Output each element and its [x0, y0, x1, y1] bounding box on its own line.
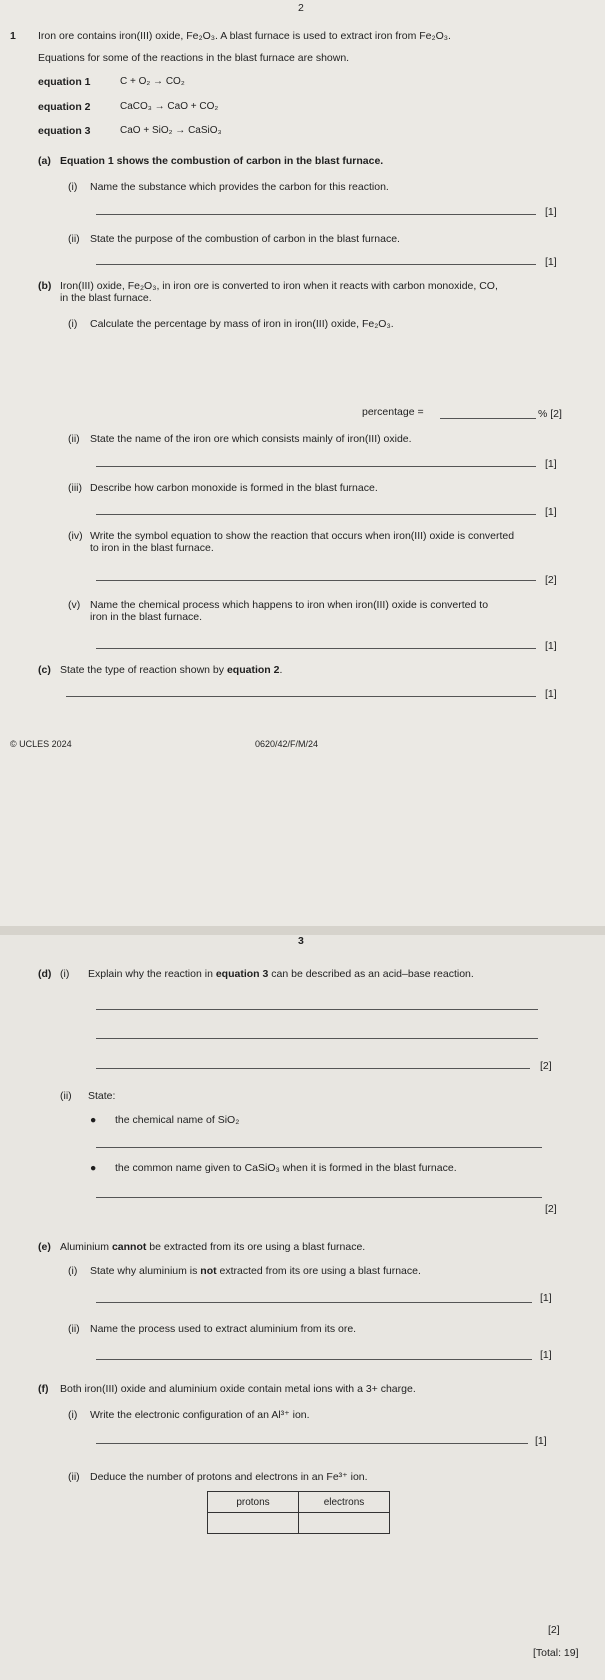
answer-line-f-i[interactable] — [96, 1443, 528, 1444]
part-e-label: (e) — [38, 1241, 51, 1253]
page-number: 2 — [298, 2, 304, 14]
c-mark: [1] — [545, 688, 557, 700]
d-i-mark: [2] — [540, 1060, 552, 1072]
b-iv-text-1: Write the symbol equation to show the reaction that occurs when iron(III) oxide is converted — [90, 530, 515, 542]
answer-line-b-iii[interactable] — [96, 514, 536, 515]
total-marks: [Total: 19] — [533, 1647, 579, 1659]
d-ii-text: State: — [88, 1090, 116, 1102]
b-i-unit-mark: % [2] — [538, 408, 562, 420]
d-ii-bullet-2: the common name given to CaSiO₃ when it is formed in the blast furnace. — [115, 1162, 457, 1174]
d-ii-number: (ii) — [60, 1090, 72, 1102]
answer-line-d-i-3[interactable] — [96, 1068, 530, 1069]
b-ii-mark: [1] — [545, 458, 557, 470]
part-c-text: State the type of reaction shown by equation 2. — [60, 664, 283, 676]
b-i-number: (i) — [68, 318, 78, 330]
b-iv-text-2: to iron in the blast furnace. — [90, 542, 214, 554]
e-i-number: (i) — [68, 1265, 78, 1277]
answer-line-d-ii-2[interactable] — [96, 1197, 542, 1198]
f-i-number: (i) — [68, 1409, 78, 1421]
answer-line-d-ii-1[interactable] — [96, 1147, 542, 1148]
part-d-label: (d) — [38, 968, 52, 980]
f-ii-mark: [2] — [548, 1624, 560, 1636]
part-b-stem-2: in the blast furnace. — [60, 292, 152, 304]
answer-line-b-ii[interactable] — [96, 466, 536, 467]
equation-3: CaO + SiO₂ → CaSiO₃ — [120, 125, 222, 136]
page-number-3: 3 — [298, 935, 304, 947]
a-i-mark: [1] — [545, 206, 557, 218]
b-iv-number: (iv) — [68, 530, 83, 542]
b-iii-text: Describe how carbon monoxide is formed in the blast furnace. — [90, 482, 378, 494]
footer-paper-code: 0620/42/F/M/24 — [255, 739, 319, 749]
part-c-label: (c) — [38, 664, 51, 676]
b-iv-mark: [2] — [545, 574, 557, 586]
equation-2-label: equation 2 — [38, 101, 91, 113]
b-v-text-1: Name the chemical process which happens to iron when iron(III) oxide is converted to — [90, 599, 489, 611]
a-ii-mark: [1] — [545, 256, 557, 268]
answer-line-c[interactable] — [66, 696, 536, 697]
f-i-mark: [1] — [535, 1435, 547, 1447]
table-header-protons: protons — [208, 1492, 299, 1513]
equations-intro: Equations for some of the reactions in the blast furnace are shown. — [38, 52, 350, 64]
d-ii-bullet-1: the chemical name of SiO₂ — [115, 1114, 240, 1126]
b-iii-number: (iii) — [68, 482, 82, 494]
part-f-label: (f) — [38, 1383, 49, 1395]
e-ii-mark: [1] — [540, 1349, 552, 1361]
answer-line-d-i-1[interactable] — [96, 1009, 538, 1010]
f-ii-text: Deduce the number of protons and electrons in an Fe³⁺ ion. — [90, 1471, 368, 1483]
footer-copyright: © UCLES 2024 — [10, 739, 72, 749]
a-i-number: (i) — [68, 181, 78, 193]
protons-answer-cell[interactable] — [208, 1513, 299, 1534]
equation-1: C + O₂ → CO₂ — [120, 76, 185, 87]
e-i-text: State why aluminium is not extracted from its ore using a blast furnace. — [90, 1265, 421, 1277]
a-ii-number: (ii) — [68, 233, 80, 245]
part-b-label: (b) — [38, 280, 52, 292]
d-i-text: Explain why the reaction in equation 3 can be described as an acid–base reaction. — [88, 968, 474, 980]
answer-line-a-ii[interactable] — [96, 264, 536, 265]
b-iii-mark: [1] — [545, 506, 557, 518]
bullet-icon: ● — [90, 1162, 97, 1174]
b-v-text-2: iron in the blast furnace. — [90, 611, 203, 623]
equation-3-label: equation 3 — [38, 125, 91, 137]
part-a-label: (a) — [38, 155, 51, 167]
d-ii-mark: [2] — [545, 1203, 557, 1215]
b-v-number: (v) — [68, 599, 81, 611]
equation-1-label: equation 1 — [38, 76, 91, 88]
b-v-mark: [1] — [545, 640, 557, 652]
a-ii-text: State the purpose of the combustion of carbon in the blast furnace. — [90, 233, 400, 245]
answer-line-d-i-2[interactable] — [96, 1038, 538, 1039]
percentage-answer-line[interactable] — [440, 418, 536, 419]
d-i-number: (i) — [60, 968, 70, 980]
answer-line-e-i[interactable] — [96, 1302, 532, 1303]
answer-line-e-ii[interactable] — [96, 1359, 532, 1360]
e-ii-text: Name the process used to extract aluminium from its ore. — [90, 1323, 357, 1335]
bullet-icon: ● — [90, 1114, 97, 1126]
e-ii-number: (ii) — [68, 1323, 80, 1335]
answer-line-b-iv[interactable] — [96, 580, 536, 581]
question-number: 1 — [10, 30, 16, 42]
part-a-stem: Equation 1 shows the combustion of carbon in the blast furnace. — [60, 155, 384, 167]
b-ii-text: State the name of the iron ore which consists mainly of iron(III) oxide. — [90, 433, 412, 445]
b-i-text: Calculate the percentage by mass of iron in iron(III) oxide, Fe₂O₃. — [90, 318, 394, 330]
intro-text: Iron ore contains iron(III) oxide, Fe₂O₃. A blast furnace is used to extract iron from Fe₂O₃. — [38, 30, 451, 42]
e-i-mark: [1] — [540, 1292, 552, 1304]
page-3 — [0, 935, 605, 1680]
percentage-label: percentage = — [362, 406, 424, 418]
electrons-answer-cell[interactable] — [299, 1513, 390, 1534]
b-ii-number: (ii) — [68, 433, 80, 445]
part-f-stem: Both iron(III) oxide and aluminium oxide contain metal ions with a 3+ charge. — [60, 1383, 416, 1395]
part-b-stem-1: Iron(III) oxide, Fe₂O₃, in iron ore is converted to iron when it reacts with carbon monoxide, CO, — [60, 280, 498, 292]
answer-line-b-v[interactable] — [96, 648, 536, 649]
equation-2: CaCO₃ → CaO + CO₂ — [120, 101, 219, 112]
part-e-stem: Aluminium cannot be extracted from its ore using a blast furnace. — [60, 1241, 366, 1253]
f-i-text: Write the electronic configuration of an Al³⁺ ion. — [90, 1409, 310, 1421]
table-header-electrons: electrons — [299, 1492, 390, 1513]
answer-line-a-i[interactable] — [96, 214, 536, 215]
a-i-text: Name the substance which provides the carbon for this reaction. — [90, 181, 389, 193]
protons-electrons-table — [207, 1491, 390, 1534]
f-ii-number: (ii) — [68, 1471, 80, 1483]
